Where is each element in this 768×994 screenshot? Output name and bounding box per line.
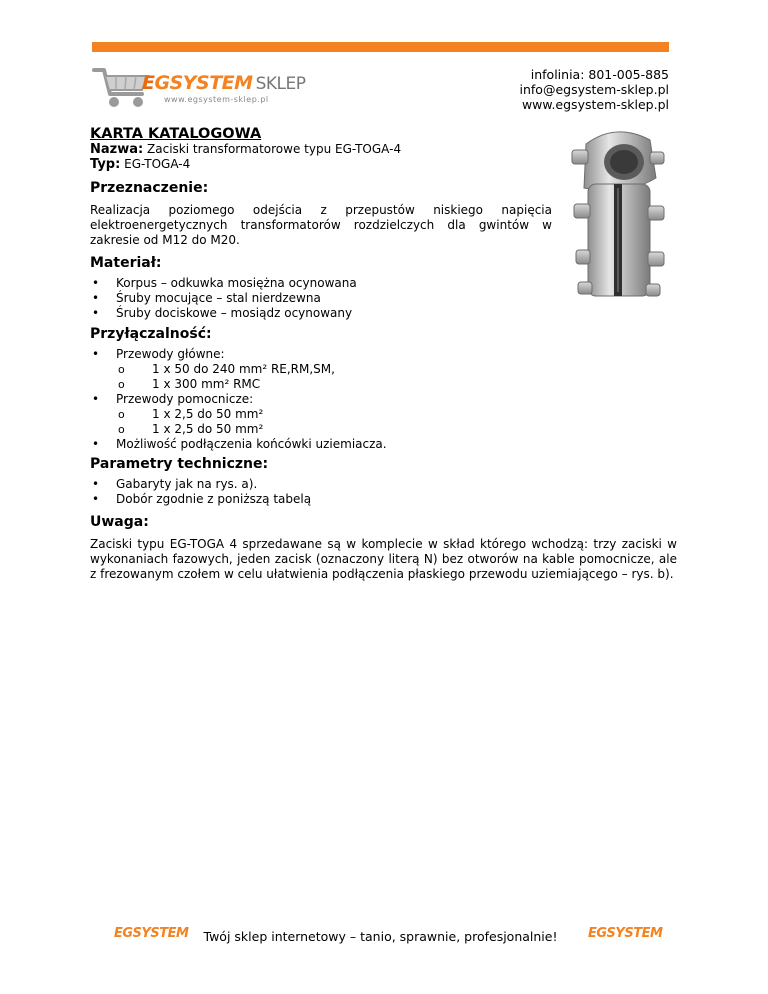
footer-logo-left: EGSYSTEM bbox=[114, 926, 189, 941]
list-item: o 1 x 50 do 240 mm² RE,RM,SM, bbox=[116, 362, 387, 377]
material-heading: Materiał: bbox=[90, 255, 162, 271]
contact-email[interactable]: info@egsystem-sklep.pl bbox=[519, 82, 669, 97]
type-line: Typ: EG-TOGA-4 bbox=[90, 157, 191, 172]
list-item: o 1 x 300 mm² RMC bbox=[116, 377, 387, 392]
footer bbox=[92, 924, 669, 948]
contact-phone: infolinia: 801-005-885 bbox=[530, 67, 669, 82]
egsystem-logo[interactable] bbox=[92, 64, 306, 112]
name-line: Nazwa: Zaciski transformatorowe typu EG-TOGA-4 bbox=[90, 142, 402, 157]
product-type: EG-TOGA-4 bbox=[124, 157, 191, 171]
list-item: • Przewody główne: o 1 x 50 do 240 mm² RE,RM,SM, o 1 x 300 mm² RMC bbox=[90, 347, 387, 392]
aux-conductors-list bbox=[116, 407, 387, 437]
note-text: Zaciski typu EG-TOGA 4 sprzedawane są w komplecie w skład którego wchodzą: trzy zaciski w wykonaniach fazowych, jeden zacisk (oznaczony literą N) bez otworów na kable pomocnicze, ale z frezowanym czołem w celu ułatwienia podłączenia płaskiego przewodu uziemiającego – rys. b). bbox=[90, 537, 677, 581]
main-conductors-list bbox=[116, 362, 387, 392]
parameters-list bbox=[90, 477, 311, 507]
list-item: • Przewody pomocnicze: o 1 x 2,5 do 50 mm² o 1 x 2,5 do 50 mm² bbox=[90, 392, 387, 437]
logo-wordmark: EGSYSTEM SKLEP bbox=[142, 72, 306, 94]
list-item: o 1 x 2,5 do 50 mm² bbox=[116, 422, 387, 437]
connectivity-list bbox=[90, 347, 387, 452]
product-photo bbox=[566, 126, 666, 311]
connectivity-heading: Przyłączalność: bbox=[90, 326, 212, 342]
list-item: • Śruby mocujące – stal nierdzewna bbox=[90, 291, 357, 306]
contact-website[interactable]: www.egsystem-sklep.pl bbox=[521, 97, 669, 112]
header-accent-bar bbox=[92, 42, 669, 52]
document-title: KARTA KATALOGOWA bbox=[90, 126, 262, 142]
contact-block bbox=[520, 67, 670, 112]
list-item: • Dobór zgodnie z poniższą tabelą bbox=[90, 492, 311, 507]
note-heading: Uwaga: bbox=[90, 514, 149, 530]
purpose-heading: Przeznaczenie: bbox=[90, 180, 209, 196]
list-item: • Śruby dociskowe – mosiądz ocynowany bbox=[90, 306, 357, 321]
list-item: • Gabaryty jak na rys. a). bbox=[90, 477, 311, 492]
list-item: • Korpus – odkuwka mosiężna ocynowana bbox=[90, 276, 357, 291]
material-list bbox=[90, 276, 357, 321]
product-name: Zaciski transformatorowe typu EG-TOGA-4 bbox=[147, 142, 402, 156]
parameters-heading: Parametry techniczne: bbox=[90, 456, 269, 472]
title-block bbox=[90, 126, 560, 172]
purpose-text: Realizacja poziomego odejścia z przepustów niskiego napięcia elektroenergetycznych transformatorów rozdzielczych dla gwintów w zakresie od M12 do M20. bbox=[90, 203, 552, 247]
footer-slogan: Twój sklep internetowy – tanio, sprawnie, profesjonalnie! bbox=[203, 929, 558, 944]
logo-url: www.egsystem-sklep.pl bbox=[164, 95, 269, 104]
footer-logo-right: EGSYSTEM bbox=[588, 926, 663, 941]
list-item: o 1 x 2,5 do 50 mm² bbox=[116, 407, 387, 422]
list-item: • Możliwość podłączenia końcówki uziemiacza. bbox=[90, 437, 387, 452]
